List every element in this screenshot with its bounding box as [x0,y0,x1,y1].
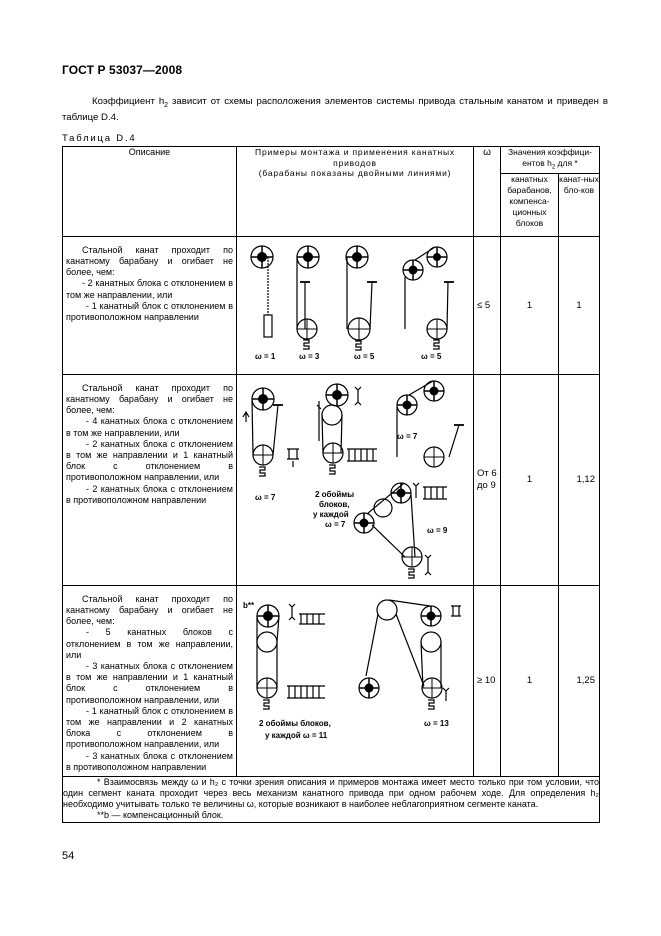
note-1: * Взаимосвязь между ω и h₂ с точки зрения описания и примеров монтажа имеет место только при том условии, что один сегмент каната проходит через весь механизм канатного привода при одном рабочем ходе. Для определения h₂ необходимо учитывать только те величины ω, которые возникают в наиболее неблагоприятном сегменте каната. [63,776,599,810]
row1-omega: ≤ 5 [474,236,501,374]
row1-value-blocks: 1 [559,236,600,374]
header-examples: Примеры монтажа и применения канатных приводов (барабаны показаны двойными линиями) [237,147,474,237]
row3-figure [237,585,474,776]
table-notes [63,776,600,822]
diagram-omega-3 [297,246,319,349]
row2-description: Стальной канат проходит по канатному барабану и огибает не более, чем: - 4 канатных блока с отклонением в том же направлении, или - 2 канатных блока с отклонением в том же направлении и 1 канатный блок с отклонением в противоположном направлении, или - 2 канатных блока с отклонением в противоположном направлении [63,374,237,585]
table-row [63,585,600,776]
label-each-omega-11: у каждой ω = 11 [265,730,328,740]
header-values-group: Значения коэффици- ентов $h_2$ для * [501,147,600,174]
label-two-clips-3: у каждой [313,509,349,519]
row3-description: Стальной канат проходит по канатному барабану и огибает не более, чем: - 5 канатных блоков с отклонением в том же направлении, или - 3 канатных блока с отклонением в том же направлении и 1 канатный блок с отклонением в противоположном направлении, или - 1 канатный блок с отклонением в том же направлении и 2 канатных блока с отклонением в противоположном направлении, или - 3 канатных блока с отклонением в противоположном направлении [63,585,237,776]
header-col-drums: канатных барабанов, компенса-ционных блоков [501,173,559,236]
diagram-omega-13 [359,600,461,709]
label-compensation-block: b** [243,600,255,610]
row1-description: Стальной канат проходит по канатному барабану и огибает не более, чем: - 2 канатных блока с отклонением в том же направлении, или - 1 канатный блок с отклонением в противоположном направлении [63,236,237,374]
diagram-omega-5a [346,246,377,350]
label-omega-7b: ω = 7 [397,431,418,441]
label-two-clips-blocks: 2 обоймы блоков, [259,718,331,728]
header-col-blocks: канат-ных бло-ков [559,173,600,236]
header-description: Описание [63,147,237,237]
row3-value-blocks: 1,25 [559,585,600,776]
table-d4 [62,146,600,823]
label-omega-1: ω = 1 [255,351,276,361]
row3-value-drums: 1 [501,585,559,776]
label-omega-9: ω = 9 [427,525,448,535]
diagram-omega-7a [243,388,299,476]
label-omega-3: ω = 3 [299,351,320,361]
table-row [63,374,600,585]
row1-diagram [237,237,474,374]
table-row [63,236,600,374]
row2-value-blocks: 1,12 [559,374,600,585]
diagram-omega-11 [257,604,325,709]
diagram-omega-7b [397,381,464,467]
label-two-clips-1: 2 обоймы [315,489,355,499]
table-caption: Таблица D.4 [62,133,137,144]
row3-omega: ≥ 10 [474,585,501,776]
row2-value-drums: 1 [501,374,559,585]
intro-paragraph: Коэффициент $h_2$ зависит от схемы расположения элементов системы привода стальным канатом и приведен в таблице D.4. [62,96,608,124]
label-two-clips-2: блоков, [319,499,350,509]
row1-figure [237,236,474,374]
header-omega: ω [474,147,501,237]
row3-diagram [237,586,474,776]
label-omega-13: ω = 13 [424,718,449,728]
row2-omega: От 6 до 9 [474,374,501,585]
page-number: 54 [62,850,75,862]
row2-figure [237,374,474,585]
document-code: ГОСТ Р 53037—2008 [62,63,183,77]
label-omega-7a: ω = 7 [255,492,276,502]
diagram-omega-5b [403,247,454,349]
row1-value-drums: 1 [501,236,559,374]
row2-diagram [237,375,474,585]
label-omega-5a: ω = 5 [354,351,375,361]
note-2: **b — компенсационный блок. [97,810,224,821]
label-two-clips-4: ω = 7 [325,519,346,529]
label-omega-5b: ω = 5 [421,351,442,361]
diagram-two-blocks [317,384,377,474]
diagram-omega-1 [251,246,273,337]
